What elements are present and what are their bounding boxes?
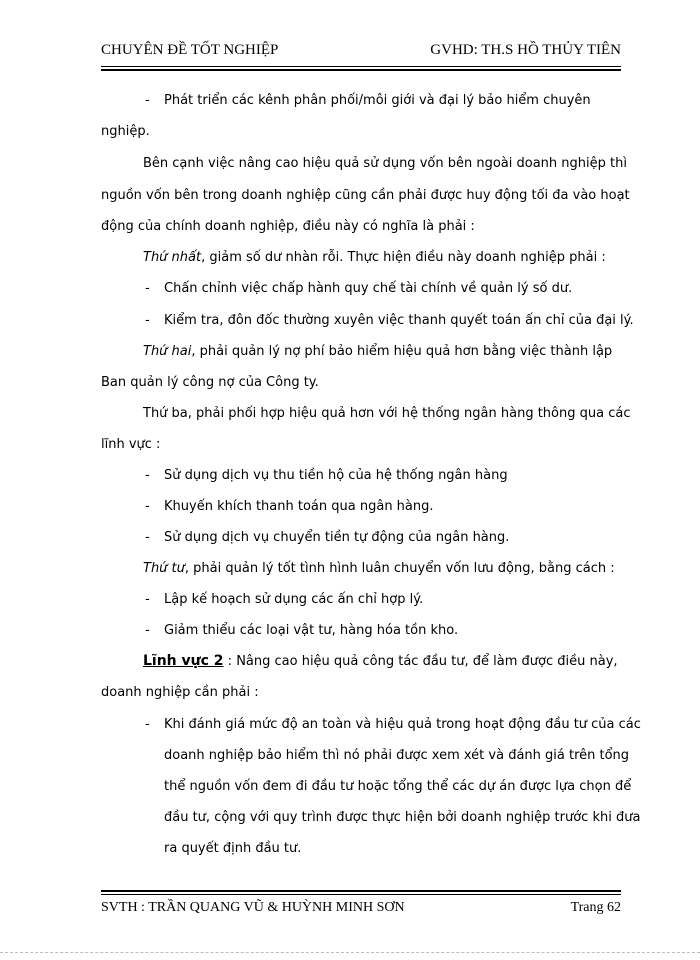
body-line: động của chính doanh nghiệp, điều này có nghĩa là phải : [101,219,475,234]
body-line [143,653,618,670]
page-boundary [0,952,700,953]
bullet-item: Khi đánh giá mức độ an toàn và hiệu quả trong hoạt động đầu tư của các [164,717,641,732]
italic-lead: Thứ hai [143,344,192,359]
section-heading: Lĩnh vực 2 [143,653,224,669]
bullet-item: Giảm thiểu các loại vật tư, hàng hóa tồn kho. [164,623,459,638]
body-line: Bên cạnh việc nâng cao hiệu quả sử dụng vốn bên ngoài doanh nghiệp thì [143,156,627,171]
bullet-item: doanh nghiệp bảo hiểm thì nó phải được xem xét và đánh giá trên tổng [164,748,630,763]
body-text: , giảm số dư nhàn rỗi. Thực hiện điều này doanh nghiệp phải : [201,250,606,265]
bullet-item: Kiểm tra, đôn đốc thường xuyên việc thanh quyết toán ấn chỉ của đại lý. [164,313,634,328]
body-line [143,249,606,266]
body-text: : Nâng cao hiệu quả công tác đầu tư, để làm được điều này, [223,654,618,669]
bullet-dash: - [145,499,150,514]
header-title: CHUYÊN ĐỀ TỐT NGHIỆP [101,42,279,58]
bullet-item: thể nguồn vốn đem đi đầu tư hoặc tổng thể các dự án được lựa chọn để [164,779,632,794]
body-line: doanh nghiệp cần phải : [101,685,259,700]
body-line [143,560,615,577]
bullet-dash: - [145,717,150,732]
page-header [101,42,621,66]
footer-authors: SVTH : TRẦN QUANG VŨ & HUỲNH MINH SƠN [101,900,405,915]
body-text: , phải quản lý tốt tình hình luân chuyển vốn lưu động, bằng cách : [184,561,615,576]
body-line: lĩnh vực : [101,437,161,452]
body-line: Ban quản lý công nợ của Công ty. [101,375,319,390]
page-footer [101,900,621,922]
bullet-item: Chấn chỉnh việc chấp hành quy chế tài chính về quản lý số dư. [164,281,573,296]
header-divider [101,66,621,71]
body-line: nghiệp. [101,124,150,139]
bullet-item: ra quyết định đầu tư. [164,841,302,856]
bullet-dash: - [145,313,150,328]
italic-lead: Thứ nhất [143,250,202,265]
bullet-item: Sử dụng dịch vụ chuyển tiền tự động của ngân hàng. [164,530,510,545]
bullet-dash: - [145,281,150,296]
italic-lead: Thứ tư [143,561,185,576]
bullet-dash: - [145,468,150,483]
bullet-item: Lập kế hoạch sử dụng các ấn chỉ hợp lý. [164,592,424,607]
body-line: Thứ ba, phải phối hợp hiệu quả hơn với hệ thống ngân hàng thông qua các [143,406,631,421]
bullet-dash: - [145,93,150,108]
bullet-dash: - [145,530,150,545]
body-line: nguồn vốn bên trong doanh nghiệp cũng cần phải được huy động tối đa vào hoạt [101,188,630,203]
bullet-item: Khuyến khích thanh toán qua ngân hàng. [164,499,434,514]
body-line [143,343,612,360]
footer-divider [101,890,621,895]
body-line: Phát triển các kênh phân phối/môi giới và đại lý bảo hiểm chuyên [164,93,591,108]
header-advisor: GVHD: TH.S HỒ THỦY TIÊN [430,42,621,58]
bullet-dash: - [145,623,150,638]
page-number: Trang 62 [570,900,621,915]
body-text: , phải quản lý nợ phí bảo hiểm hiệu quả hơn bằng việc thành lập [191,344,613,359]
bullet-dash: - [145,592,150,607]
bullet-item: Sử dụng dịch vụ thu tiền hộ của hệ thống ngân hàng [164,468,508,483]
bullet-item: đầu tư, cộng với quy trình được thực hiện bởi doanh nghiệp trước khi đưa [164,810,641,825]
